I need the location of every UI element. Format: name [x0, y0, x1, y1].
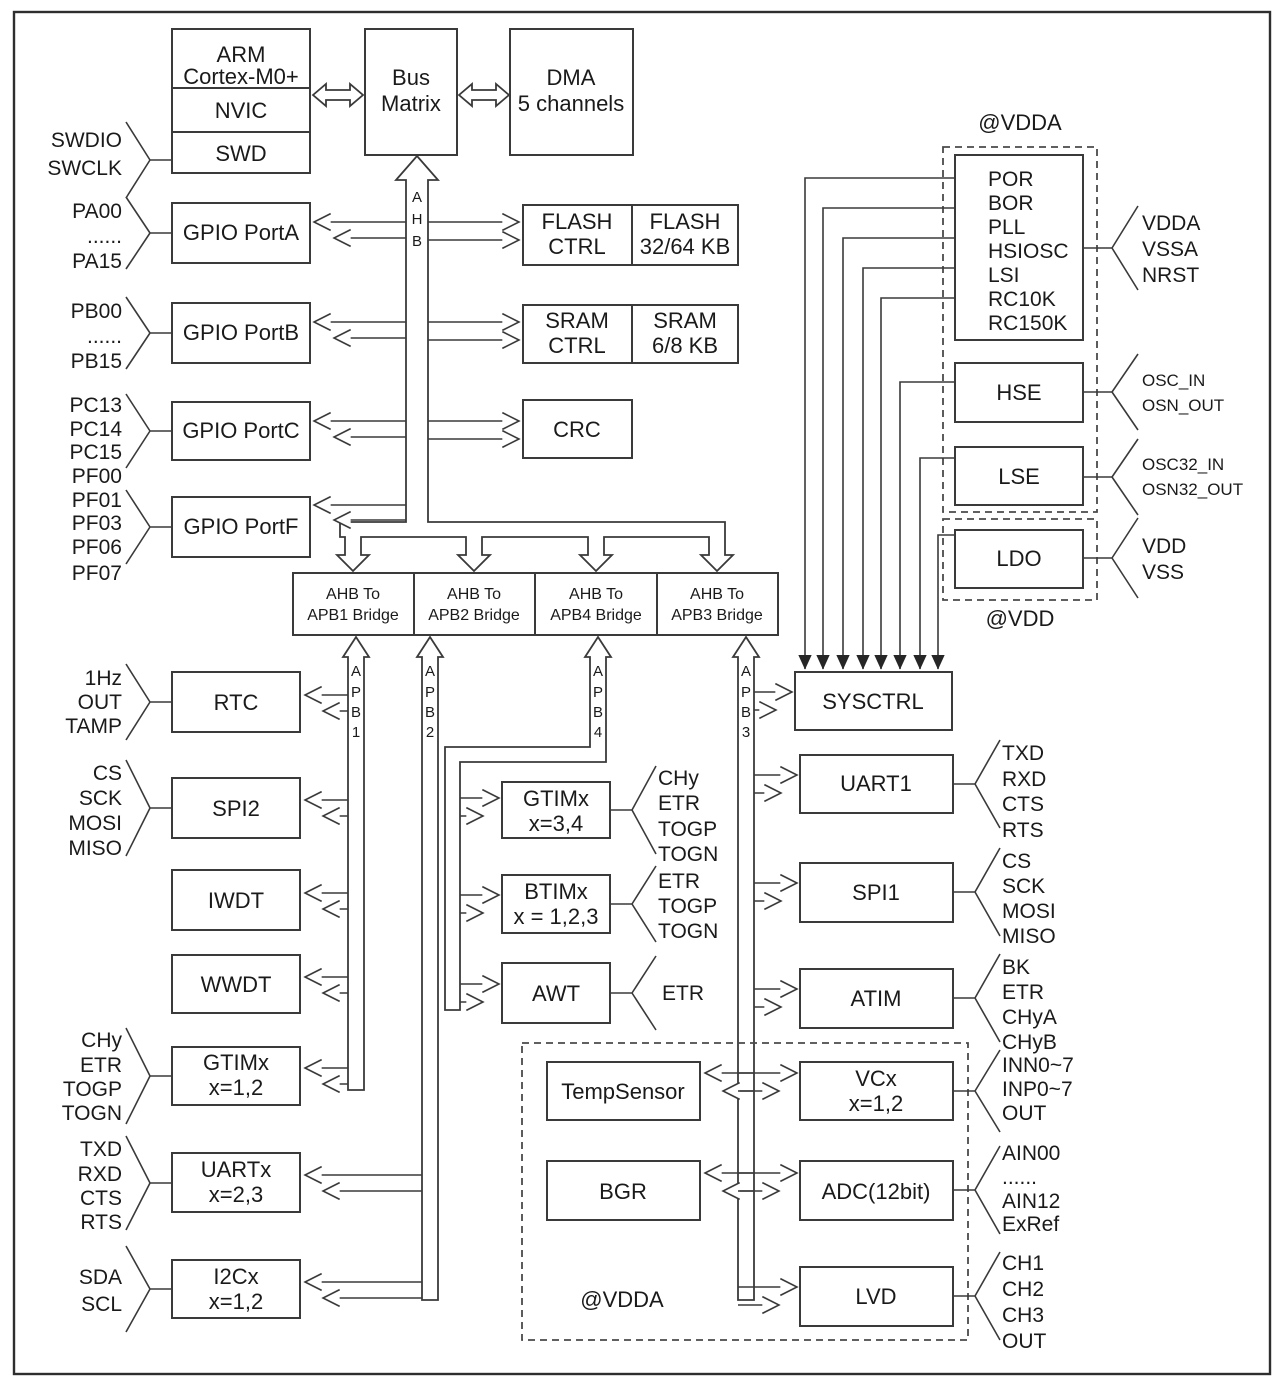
gpio-f-pin-fan [126, 490, 172, 564]
apb3-bus [705, 637, 797, 1305]
sysctrl-feed-ldo [938, 535, 955, 669]
pin-spi1-miso: MISO [1002, 925, 1056, 948]
apb2-letter-3: 2 [425, 724, 435, 741]
dma-label-line1: DMA [546, 65, 596, 90]
flash-ctrl-line2: CTRL [548, 234, 606, 259]
ahb-apb-bridges [293, 573, 778, 635]
mcu-power-pin-fan [1083, 206, 1138, 290]
pin-atim-bk: BK [1002, 956, 1031, 979]
pin-spi2-mosi: MOSI [68, 812, 122, 835]
bridge-apb1-line2: APB1 Bridge [307, 607, 399, 624]
pin-spi2-sck: SCK [78, 787, 122, 810]
spi2-block [68, 760, 300, 860]
crc-block [523, 400, 632, 458]
pin-vss: VSS [1142, 561, 1185, 584]
wwdt-label: WWDT [200, 972, 272, 997]
pin-osc-in: OSC_IN [1142, 371, 1206, 390]
pin-vcx-out: OUT [1002, 1102, 1047, 1125]
vcx-pin-fan [953, 1050, 1000, 1132]
pin-pa15: PA15 [72, 250, 122, 273]
gtim12-label-line1: GTIMx [203, 1050, 269, 1075]
sram-ctrl-line1: SRAM [545, 308, 609, 333]
busmatrix-dma-arrow [459, 84, 509, 106]
i2c-pin-fan [126, 1246, 172, 1332]
lse-label: LSE [998, 464, 1040, 489]
atim-block [800, 954, 1057, 1054]
pin-gtim12-togp: TOGP [62, 1078, 122, 1101]
sram-mem-line2: 6/8 KB [651, 333, 719, 358]
pin-osn-out: OSN_OUT [1142, 396, 1225, 415]
osc-bor: BOR [988, 192, 1034, 215]
tempsensor-block [547, 1062, 700, 1120]
pin-spi2-miso: MISO [68, 837, 122, 860]
sysctrl-label: SYSCTRL [822, 689, 924, 714]
uart1-block [800, 740, 1046, 842]
iwdt-label: IWDT [207, 888, 265, 913]
pin-gtim34-togp: TOGP [658, 818, 718, 841]
osc-hsiosc: HSIOSC [988, 240, 1069, 263]
nvic-label: NVIC [214, 98, 268, 123]
lse-pin-fan [1083, 439, 1138, 515]
gpio-c-label: GPIO PortC [182, 418, 300, 443]
pin-adc-ain00: AIN00 [1002, 1142, 1061, 1165]
sysctrl-feed-4 [863, 268, 955, 669]
pin-pc13: PC13 [69, 394, 122, 417]
gpio-b-pin-fan [126, 297, 172, 369]
pin-rtc-out: OUT [77, 691, 122, 714]
pin-lvd-ch2: CH2 [1002, 1278, 1045, 1301]
bgr-block [547, 1161, 700, 1220]
osc-por: POR [988, 168, 1034, 191]
btim-block [502, 866, 718, 943]
sram-mem-line1: SRAM [653, 308, 717, 333]
flash-block [523, 205, 738, 265]
gtim34-pin-fan [610, 766, 656, 854]
apb4-letter-2: B [592, 704, 604, 721]
spi1-label: SPI1 [852, 880, 900, 905]
bridge-apb1-box [293, 573, 414, 635]
pin-btim-etr: ETR [658, 870, 700, 893]
pin-lvd-ch3: CH3 [1002, 1304, 1045, 1327]
pin-uart23-txd: TXD [80, 1138, 122, 1161]
awt-pin-fan [610, 956, 656, 1030]
gpio-port-c [69, 394, 310, 488]
pin-btim-togn: TOGN [658, 920, 719, 943]
lvd-pin-fan [953, 1252, 1000, 1340]
gtim34-block [502, 766, 718, 866]
osc-rc150k: RC150K [988, 312, 1068, 335]
apb1-letter-1: P [350, 684, 362, 701]
rtc-label: RTC [213, 690, 259, 715]
bridge-apb4-line2: APB4 Bridge [550, 607, 642, 624]
osc-pll: PLL [988, 216, 1026, 239]
gpio-b-label: GPIO PortB [182, 320, 300, 345]
swd-pin-fan [126, 122, 172, 198]
bridge-apb2-line2: APB2 Bridge [428, 607, 520, 624]
bus-matrix-label-line2: Matrix [381, 91, 441, 116]
crc-label: CRC [553, 417, 601, 442]
uart23-pin-fan [126, 1136, 172, 1230]
iwdt-block [172, 870, 300, 930]
ahb-letter-b: B [411, 233, 423, 250]
apb2-letter-2: B [424, 704, 436, 721]
pin-vdda: VDDA [1142, 212, 1201, 235]
pin-lvd-ch1: CH1 [1002, 1252, 1045, 1275]
dma-label-line2: 5 channels [517, 91, 625, 116]
ahb-letter-a: A [411, 189, 423, 206]
pin-adc-dots: ...... [1002, 1166, 1038, 1189]
wwdt-block [172, 955, 300, 1013]
pin-pf03: PF03 [71, 512, 122, 535]
pin-lvd-out: OUT [1002, 1330, 1047, 1353]
pin-spi1-sck: SCK [1002, 875, 1046, 898]
pin-pb-dots: ...... [86, 325, 122, 348]
apb2-bus [305, 637, 443, 1300]
apb3-letter-2: B [740, 704, 752, 721]
flash-ctrl-line1: FLASH [541, 209, 613, 234]
pin-pc14: PC14 [69, 418, 122, 441]
pin-uart1-txd: TXD [1002, 742, 1044, 765]
cpu-block [172, 29, 310, 173]
lvd-label: LVD [855, 1284, 897, 1309]
pin-rtc-tamp: TAMP [65, 715, 122, 738]
pin-adc-ain12: AIN12 [1002, 1190, 1061, 1213]
pin-gtim12-togn: TOGN [61, 1102, 122, 1125]
pin-pa00: PA00 [72, 200, 122, 223]
pin-spi1-mosi: MOSI [1002, 900, 1056, 923]
bridge-apb3-box [657, 573, 778, 635]
pin-adc-exref: ExRef [1002, 1213, 1060, 1236]
gtim12-label-line2: x=1,2 [208, 1075, 264, 1100]
uart1-pin-fan [953, 740, 1000, 828]
pin-vcx-inp: INP0~7 [1002, 1078, 1073, 1101]
vdda-top-label: @VDDA [978, 110, 1062, 135]
flash-mem-line1: FLASH [649, 209, 721, 234]
vcx-block [800, 1050, 1074, 1132]
pin-btim-togp: TOGP [658, 895, 718, 918]
sysctrl-feed-1 [805, 178, 955, 669]
pin-pf06: PF06 [71, 536, 122, 559]
adc-pin-fan [953, 1146, 1000, 1234]
pin-uart23-rts: RTS [80, 1211, 122, 1234]
pin-pf00: PF00 [71, 465, 122, 488]
uart23-block [78, 1136, 300, 1234]
vcx-label-line1: VCx [855, 1066, 897, 1091]
btim-pin-fan [610, 866, 656, 942]
pin-vcx-inn: INN0~7 [1002, 1054, 1074, 1077]
ahb-letter-h: H [411, 211, 423, 228]
spi2-label: SPI2 [212, 796, 260, 821]
spi2-pin-fan [126, 760, 172, 856]
pin-osn32-out: OSN32_OUT [1142, 480, 1244, 499]
i2c-label-line1: I2Cx [213, 1264, 259, 1289]
pin-spi1-cs: CS [1002, 850, 1032, 873]
pin-uart1-cts: CTS [1002, 793, 1044, 816]
gtim34-label-line1: GTIMx [523, 786, 589, 811]
vdda-analog-label: @VDDA [580, 1287, 664, 1312]
sram-block [523, 305, 738, 363]
lvd-block [800, 1252, 1047, 1353]
uart23-label-line2: x=2,3 [208, 1182, 264, 1207]
apb4-letter-3: 4 [593, 724, 603, 741]
bus-matrix-label-line1: Bus [392, 65, 430, 90]
gpio-f-label: GPIO PortF [183, 514, 299, 539]
apb4-letter-0: A [592, 663, 604, 680]
bridge-apb2-line1: AHB To [447, 586, 501, 603]
gpio-a-label: GPIO PortA [182, 220, 300, 245]
adc-block [800, 1142, 1060, 1236]
pin-gtim34-etr: ETR [658, 792, 700, 815]
bridge-apb1-line1: AHB To [326, 586, 380, 603]
pin-i2c-sda: SDA [78, 1266, 122, 1289]
pin-vdd: VDD [1142, 535, 1187, 558]
pin-gtim34-chy: CHy [658, 767, 699, 790]
apb2-letter-1: P [424, 684, 436, 701]
gtim34-label-line2: x=3,4 [528, 811, 584, 836]
pin-uart1-rts: RTS [1002, 819, 1044, 842]
awt-label: AWT [531, 981, 581, 1006]
apb3-letter-0: A [740, 663, 752, 680]
apb1-letter-2: B [350, 704, 362, 721]
osc-lsi: LSI [988, 264, 1020, 287]
bridge-apb4-line1: AHB To [569, 586, 623, 603]
gpio-c-pin-fan [126, 394, 172, 468]
hse-pin-fan [1083, 354, 1138, 430]
pin-uart23-cts: CTS [80, 1187, 122, 1210]
pin-pf01: PF01 [71, 489, 122, 512]
atim-pin-fan [953, 954, 1000, 1042]
ldo-pin-fan [1083, 518, 1138, 598]
spi1-block [800, 848, 1056, 948]
sysctrl-feed-hse [900, 382, 955, 669]
vdd-label: @VDD [985, 606, 1055, 631]
pin-swclk: SWCLK [47, 157, 122, 180]
apb2-letter-0: A [424, 663, 436, 680]
dma-block [510, 29, 633, 155]
pin-atim-chyb: CHyB [1002, 1031, 1057, 1054]
cpu-label-line1: ARM [216, 42, 266, 67]
pin-gtim12-chy: CHy [81, 1029, 122, 1052]
i2c-label-line2: x=1,2 [208, 1289, 264, 1314]
analog-vdda-section [522, 1043, 1074, 1353]
gpio-port-b [71, 297, 310, 373]
bgr-label: BGR [599, 1179, 647, 1204]
pin-swdio: SWDIO [50, 129, 122, 152]
rtc-block [65, 664, 300, 740]
sysctrl-feed-lines [805, 178, 955, 669]
analog-clock-section [943, 110, 1243, 631]
pin-atim-chya: CHyA [1002, 1006, 1057, 1029]
awt-block [502, 956, 704, 1030]
btim-label-line2: x = 1,2,3 [513, 904, 599, 929]
gpio-port-f [72, 489, 310, 585]
gpio-a-pin-fan [126, 197, 172, 269]
bridge-apb3-line2: APB3 Bridge [671, 607, 763, 624]
atim-label: ATIM [850, 986, 902, 1011]
gtim12-block [62, 1028, 300, 1125]
btim-label-line1: BTIMx [524, 879, 588, 904]
pin-gtim34-togn: TOGN [658, 843, 719, 866]
tempsensor-label: TempSensor [561, 1079, 685, 1104]
uart1-label: UART1 [840, 771, 912, 796]
sram-ctrl-line2: CTRL [548, 333, 606, 358]
ldo-label: LDO [996, 546, 1042, 571]
vcx-label-line2: x=1,2 [848, 1091, 904, 1116]
pin-awt-etr: ETR [662, 982, 704, 1005]
spi1-pin-fan [953, 848, 1000, 936]
pin-gtim12-etr: ETR [80, 1054, 122, 1077]
adc-label: ADC(12bit) [821, 1179, 931, 1204]
pin-spi2-cs: CS [92, 762, 122, 785]
swd-label: SWD [215, 141, 267, 166]
pin-nrst: NRST [1142, 264, 1200, 287]
uart23-label-line1: UARTx [200, 1157, 272, 1182]
bridge-apb2-box [414, 573, 535, 635]
swd-pins [47, 122, 172, 198]
pin-atim-etr: ETR [1002, 981, 1044, 1004]
pin-uart1-rxd: RXD [1002, 768, 1047, 791]
flash-mem-line2: 32/64 KB [639, 234, 731, 259]
apb1-letter-0: A [350, 663, 362, 680]
sysctrl-block [795, 672, 952, 730]
bus-matrix-block [365, 29, 457, 155]
cpu-busmatrix-arrow [313, 84, 363, 106]
gpio-port-a [72, 197, 310, 273]
pin-i2c-scl: SCL [81, 1293, 122, 1316]
hse-label: HSE [996, 380, 1042, 405]
bridge-apb4-box [535, 573, 657, 635]
cpu-label-line2: Cortex-M0+ [183, 64, 299, 89]
pin-pc15: PC15 [69, 441, 122, 464]
bridge-apb3-line1: AHB To [690, 586, 744, 603]
apb3-letter-1: P [740, 684, 752, 701]
apb4-letter-1: P [592, 684, 604, 701]
pin-uart23-rxd: RXD [77, 1163, 122, 1186]
pin-rtc-1hz: 1Hz [84, 667, 122, 690]
pin-osc32-in: OSC32_IN [1142, 455, 1225, 474]
pin-pa-dots: ...... [86, 225, 122, 248]
apb1-bus [305, 637, 369, 1090]
pin-pb00: PB00 [70, 300, 122, 323]
pin-pf07: PF07 [71, 562, 122, 585]
apb1-letter-3: 1 [351, 724, 361, 741]
gtim12-pin-fan [126, 1028, 172, 1124]
pin-vssa: VSSA [1142, 238, 1199, 261]
osc-rc10k: RC10K [988, 288, 1056, 311]
rtc-pin-fan [126, 664, 172, 740]
i2c-block [79, 1246, 300, 1332]
pin-pb15: PB15 [70, 350, 122, 373]
apb3-letter-3: 3 [741, 724, 751, 741]
